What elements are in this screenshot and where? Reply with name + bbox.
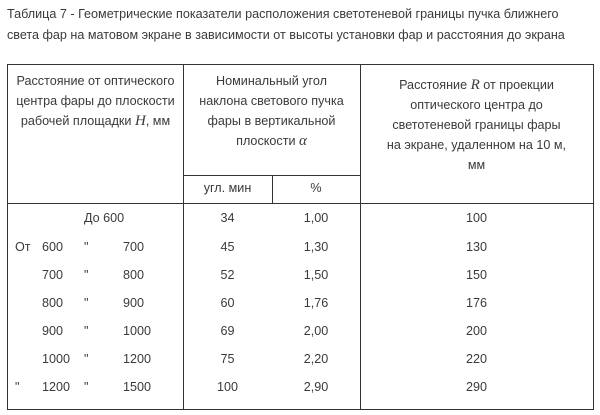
header-text: светотеневой границы фары xyxy=(392,118,561,132)
header-divider xyxy=(8,203,593,204)
header-distance-r xyxy=(360,75,593,175)
header-text: наклона светового пучка xyxy=(199,94,344,108)
angle-minutes: 52 xyxy=(220,268,235,282)
header-text: оптического центра до xyxy=(410,98,543,112)
header-text xyxy=(8,111,183,131)
table-row xyxy=(8,352,593,372)
ditto-mark: " xyxy=(84,352,89,366)
caption-line-1: Таблица 7 - Геометрические показатели расположения светотеневой границы пучка ближнего xyxy=(7,7,559,21)
angle-percent: 2,20 xyxy=(303,352,329,366)
header-text: Расстояние от оптического xyxy=(16,74,175,88)
height-from: 600 xyxy=(42,240,64,254)
header-text: на экране, удаленном на 10 м, xyxy=(386,138,567,152)
ditto-mark: " xyxy=(84,296,89,310)
variable-r: R xyxy=(470,77,480,93)
table-row xyxy=(8,296,593,316)
table-row xyxy=(8,380,593,400)
header-distance-h xyxy=(8,71,183,131)
subheader-percent: % xyxy=(310,181,322,195)
ditto-mark: " xyxy=(15,380,20,394)
table-row xyxy=(8,211,593,231)
angle-minutes: 75 xyxy=(220,352,235,366)
ditto-mark: " xyxy=(84,268,89,282)
variable-alpha: α xyxy=(299,133,307,149)
header-text xyxy=(360,75,593,95)
header-text: рабочей площадки xyxy=(20,114,132,128)
distance-r: 150 xyxy=(465,268,487,282)
angle-percent: 1,00 xyxy=(303,211,329,225)
subheader-minutes: угл. мин xyxy=(203,181,252,195)
angle-minutes: 60 xyxy=(220,296,235,310)
header-text: Расстояние xyxy=(399,78,468,92)
header-text xyxy=(183,131,360,151)
height-from: 900 xyxy=(42,324,64,338)
height-from: 700 xyxy=(42,268,64,282)
header-text: мм xyxy=(467,158,486,172)
header-text: плоскости xyxy=(236,134,296,148)
ditto-mark: " xyxy=(84,324,89,338)
angle-minutes: 69 xyxy=(220,324,235,338)
height-to: 1000 xyxy=(123,324,152,338)
distance-r: 100 xyxy=(465,211,487,225)
table-row xyxy=(8,240,593,260)
height-to: 900 xyxy=(123,296,145,310)
distance-r: 220 xyxy=(465,352,487,366)
height-from: 800 xyxy=(42,296,64,310)
header-text: , мм xyxy=(145,114,171,128)
height-to: 1500 xyxy=(123,380,152,394)
caption-line-2: света фар на матовом экране в зависимости от высоты установки фар и расстояния до экрана xyxy=(7,28,565,42)
distance-r: 176 xyxy=(465,296,487,310)
height-to: 800 xyxy=(123,268,145,282)
angle-percent: 2,90 xyxy=(303,380,329,394)
height-to: 1200 xyxy=(123,352,152,366)
distance-r: 290 xyxy=(465,380,487,394)
range-prefix: От xyxy=(15,240,31,254)
distance-r: 130 xyxy=(465,240,487,254)
height-from: 1200 xyxy=(42,380,71,394)
angle-minutes: 34 xyxy=(220,211,235,225)
angle-percent: 2,00 xyxy=(303,324,329,338)
header-text: Номинальный угол xyxy=(216,74,327,88)
header-text: центра фары до плоскости xyxy=(16,94,175,108)
header-angle xyxy=(183,71,360,151)
distance-r: 200 xyxy=(465,324,487,338)
table-row xyxy=(8,268,593,288)
table-caption xyxy=(7,4,597,46)
ditto-mark: " xyxy=(84,380,89,394)
angle-minutes: 45 xyxy=(220,240,235,254)
height-to: 700 xyxy=(123,240,145,254)
angle-percent: 1,30 xyxy=(303,240,329,254)
angle-percent: 1,50 xyxy=(303,268,329,282)
angle-minutes: 100 xyxy=(216,380,238,394)
variable-h: H xyxy=(134,113,146,129)
height-from: 1000 xyxy=(42,352,71,366)
ditto-mark: " xyxy=(84,240,89,254)
height-range: До 600 xyxy=(84,211,125,225)
data-table xyxy=(7,64,594,410)
row-divider xyxy=(183,175,360,176)
angle-percent: 1,76 xyxy=(303,296,329,310)
header-text: от проекции xyxy=(483,78,554,92)
table-row xyxy=(8,324,593,344)
header-text: фары в вертикальной xyxy=(207,114,336,128)
